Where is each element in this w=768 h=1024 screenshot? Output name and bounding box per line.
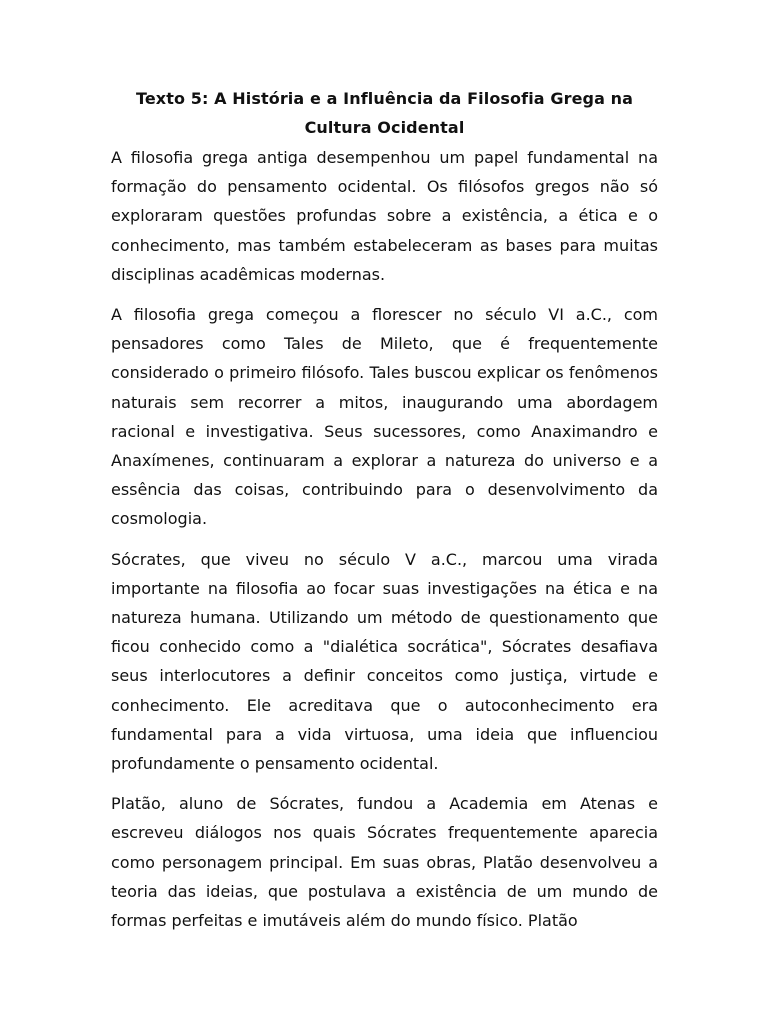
document-title: Texto 5: A História e a Influência da Filosofia Grega na Cultura Ocidental bbox=[135, 89, 634, 137]
paragraph-origins: A filosofia grega começou a florescer no século VI a.C., com pensadores como Tales de Mileto, que é frequentemente considerado o primeiro filósofo. Tales buscou explicar os fenômenos naturais sem recorrer a mitos, inaugurando uma abordagem racional e investigativa. Seus sucessores, como Anaximandro e Anaxímenes, continuaram a explorar a natureza do universo e a essência das coisas, contribuindo para o desenvolvimento da cosmologia. bbox=[111, 305, 658, 529]
paragraph-intro: A filosofia grega antiga desempenhou um papel fundamental na formação do pensamento ocidental. Os filósofos gregos não só exploraram questões profundas sobre a existência, a ética e o conhecimento, mas também estabeleceram as bases para muitas disciplinas acadêmicas modernas. bbox=[111, 148, 658, 284]
paragraph-socrates: Sócrates, que viveu no século V a.C., marcou uma virada importante na filosofia ao focar suas investigações na ética e na natureza humana. Utilizando um método de questionamento que ficou conhecido como a "dialética socrática", Sócrates desafiava seus interlocutores a definir conceitos como justiça, virtude e conhecimento. Ele acreditava que o autoconhecimento era fundamental para a vida virtuosa, uma ideia que influenciou profundamente o pensamento ocidental. bbox=[111, 549, 658, 774]
paragraph-plato: Platão, aluno de Sócrates, fundou a Academia em Atenas e escreveu diálogos nos quais Sócrates frequentemente aparecia como personagem principal. Em suas obras, Platão desenvolveu a teoria das ideias, que postulava a existência de um mundo de formas perfeitas e imutáveis além do mundo físico. Platão bbox=[111, 794, 658, 931]
document-page bbox=[111, 84, 658, 946]
